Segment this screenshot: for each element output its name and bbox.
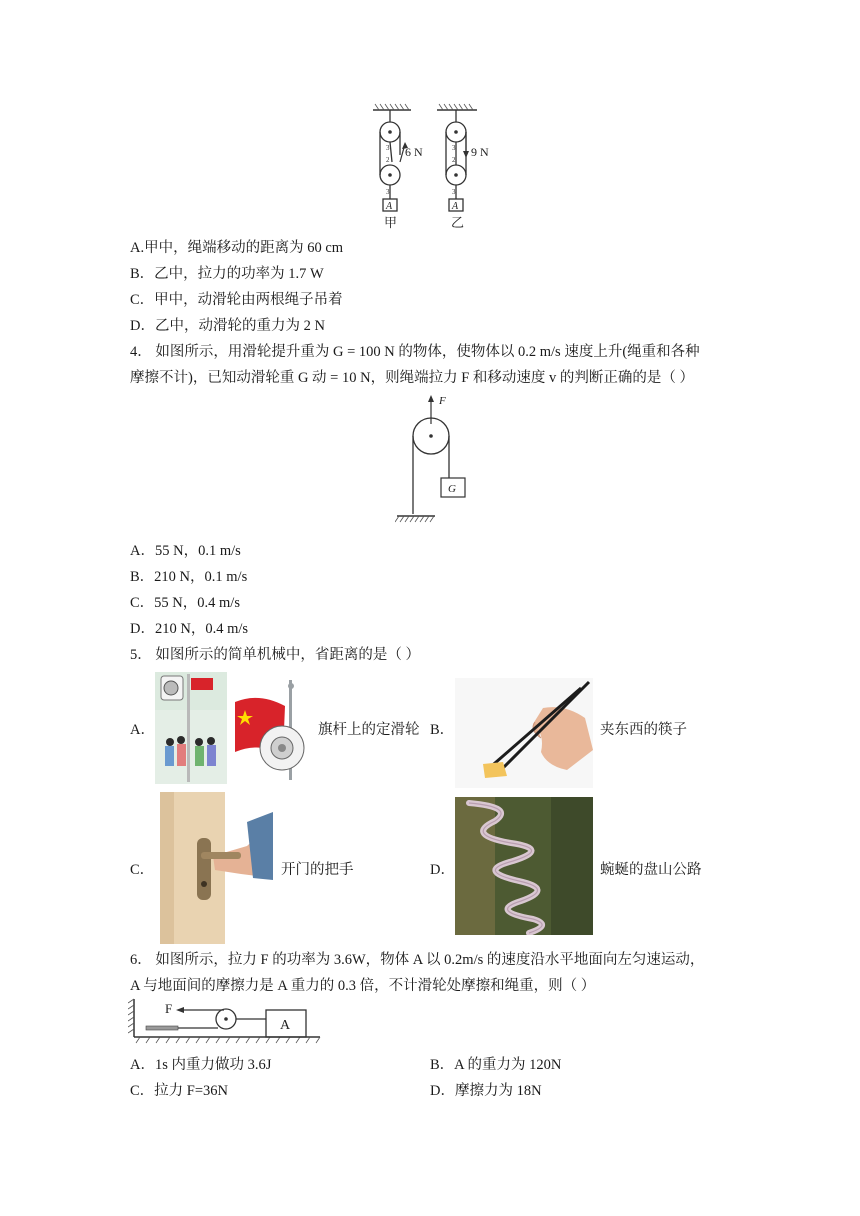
q5-option-c-caption: 开门的把手 — [281, 862, 354, 878]
q5-option-d-caption: 蜿蜒的盘山公路 — [600, 862, 702, 878]
q4-option-b: B．210 N，0.1 m/s — [130, 569, 248, 585]
q4-option-d: D．210 N，0.4 m/s — [130, 621, 249, 637]
q6-block-label: A — [280, 1018, 291, 1033]
q5-option-a-caption: 旗杆上的定滑轮 — [318, 722, 420, 738]
q3-option-b: B．乙中，拉力的功率为 1.7 W — [130, 266, 324, 282]
q5-option-d-letter: D． — [430, 862, 455, 878]
q3-left-mark-4: 3 — [386, 188, 390, 196]
q3-option-a: A.甲中，绳端移动的距离为 60 cm — [130, 240, 344, 256]
q3-right-force: 9 N — [471, 145, 489, 159]
q6-stem-line1: 6． 如图所示，拉力 F 的功率为 3.6W，物体 A 以 0.2m/s 的速度沿水平地面向左匀速运动， — [130, 952, 705, 968]
q6-option-a: A．1s 内重力做功 3.6J — [130, 1057, 272, 1073]
q6-option-d: D．摩擦力为 18N — [430, 1083, 542, 1099]
q3-right-caption: 乙 — [451, 215, 465, 230]
q5-option-c-letter: C． — [130, 862, 155, 878]
q4-force-label: F — [439, 395, 446, 407]
q4-weight-label: G — [448, 483, 456, 495]
q4-up-arrow-icon — [428, 395, 434, 402]
q3-option-d: D．乙中，动滑轮的重力为 2 N — [130, 318, 325, 334]
q5-flagpole-image — [155, 672, 310, 784]
q6-option-b: B．A 的重力为 120N — [430, 1057, 562, 1073]
q4-option-a: A．55 N，0.1 m/s — [130, 543, 241, 559]
q5-option-b-letter: B． — [430, 722, 455, 738]
q5-mountain-road-image — [455, 797, 593, 935]
q4-pulley-figure — [395, 392, 475, 527]
q6-stem-line2: A 与地面间的摩擦力是 A 重力的 0.3 倍，不计滑轮处摩擦和绳重，则（ ） — [130, 978, 596, 994]
q6-left-arrow-icon — [176, 1007, 184, 1013]
q5-stem: 5． 如图所示的简单机械中，省距离的是（ ） — [130, 647, 420, 663]
q5-option-a-letter: A． — [130, 722, 155, 738]
q5-option-b-caption: 夹东西的筷子 — [600, 722, 687, 738]
q3-left-block: A — [386, 201, 393, 212]
q4-option-c: C．55 N，0.4 m/s — [130, 595, 240, 611]
q6-option-c: C．拉力 F=36N — [130, 1083, 229, 1099]
q4-stem-line2: 摩擦不计)，已知动滑轮重 G 动 = 10 N，则绳端拉力 F 和移动速度 v 的判断正确的是（ ） — [130, 370, 695, 386]
q3-left-mark-3: 3 — [386, 144, 390, 152]
q3-left-force: 6 N — [405, 145, 423, 159]
q4-stem-line1: 4． 如图所示，用滑轮提升重为 G = 100 N 的物体，使物体以 0.2 m/s 速度上升(绳重和各种 — [130, 344, 700, 360]
q5-chopsticks-image — [455, 678, 593, 788]
q3-left-caption: 甲 — [384, 215, 398, 230]
q5-door-handle-image — [155, 792, 273, 944]
q3-right-mark-3: 3 — [452, 144, 456, 152]
q3-option-c: C．甲中，动滑轮由两根绳子吊着 — [130, 292, 343, 308]
q3-right-mark-2: 2 — [452, 156, 456, 164]
q3-left-mark-2: 2 — [386, 156, 390, 164]
q6-force-label: F — [165, 1001, 173, 1016]
q3-right-block: A — [452, 201, 459, 212]
q6-pulley-figure — [128, 997, 323, 1047]
q3-pulley-figure — [365, 100, 505, 235]
q3-right-mark-4: 3 — [452, 188, 456, 196]
